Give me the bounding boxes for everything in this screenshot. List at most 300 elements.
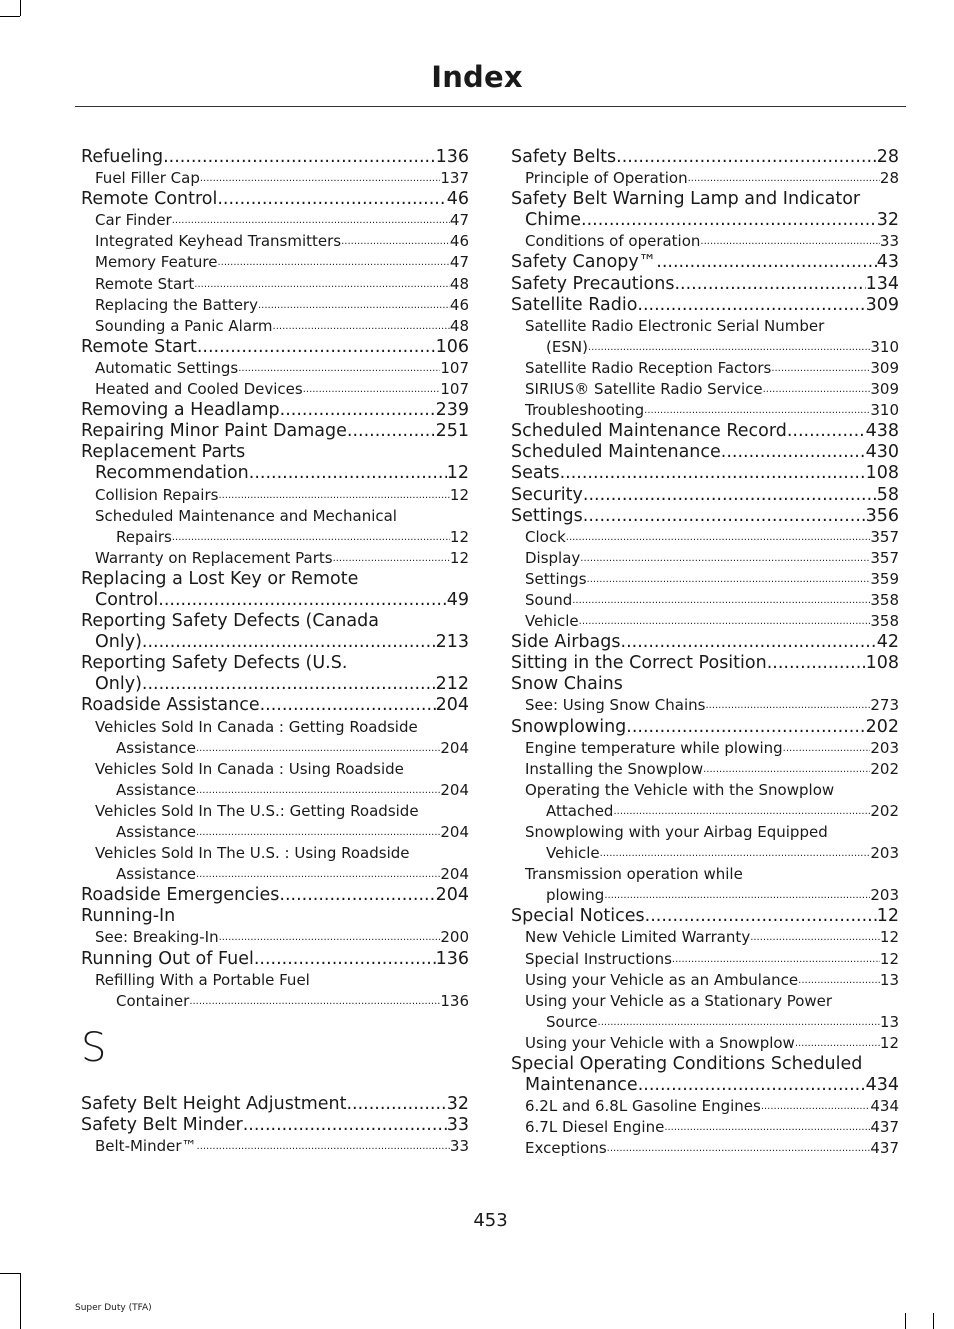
index-entry-heading: Snow Chains: [511, 674, 623, 695]
entry-label: Remote Control: [81, 189, 218, 210]
entry-label: Repairing Minor Paint Damage: [81, 421, 347, 442]
entry-page-number: 357: [870, 527, 899, 546]
index-subentry: [511, 168, 899, 189]
entry-label: Only): [95, 632, 142, 653]
entry-page-number: 12: [876, 906, 899, 927]
dot-leader: [196, 864, 440, 885]
dot-leader: [279, 885, 435, 906]
dot-leader: [588, 337, 870, 358]
entry-label: Scheduled Maintenance Record: [511, 421, 787, 442]
entry-page-number: 33: [446, 1114, 469, 1135]
entry-page-number: 12: [449, 548, 469, 567]
entry-label: Assistance: [116, 823, 196, 841]
dot-leader: [189, 991, 440, 1012]
entry-page-number: 309: [865, 294, 899, 315]
entry-label: Collision Repairs: [95, 485, 219, 504]
dot-leader: [196, 822, 440, 843]
index-subentry-heading: Satellite Radio Electronic Serial Number: [525, 316, 825, 335]
dot-leader: [638, 1075, 866, 1096]
entry-page-number: 213: [435, 632, 469, 653]
index-entry: [511, 210, 899, 231]
index-subentry: [511, 1012, 899, 1033]
index-subentry-heading: Vehicles Sold In The U.S.: Getting Roadside: [95, 801, 419, 820]
index-entry: [81, 337, 469, 358]
index-subentry: [81, 295, 469, 316]
index-entry: [511, 252, 899, 273]
index-entry: [511, 274, 899, 295]
entry-page-number: 430: [865, 442, 899, 463]
index-subentry-heading: Scheduled Maintenance and Mechanical: [95, 506, 397, 525]
index-subentry: [511, 1096, 899, 1117]
dot-leader: [613, 801, 870, 822]
entry-label: Safety Belts: [511, 147, 617, 167]
dot-leader: [217, 189, 446, 210]
index-subentry: [511, 1033, 899, 1054]
dot-leader: [705, 695, 870, 716]
entry-label: Heated and Cooled Devices: [95, 380, 303, 399]
dot-leader: [142, 632, 436, 653]
entry-page-number: 202: [870, 759, 899, 778]
entry-label: Side Airbags: [511, 632, 621, 653]
entry-label: Using your Vehicle with a Snowplow: [525, 1033, 795, 1052]
entry-label: Safety Canopy™: [511, 252, 657, 273]
index-subentry: [81, 864, 469, 885]
dot-leader: [258, 295, 450, 316]
index-subentry: [511, 738, 899, 759]
index-entry: [81, 1115, 469, 1136]
dot-leader: [219, 927, 441, 948]
dot-leader: [196, 738, 440, 759]
entry-page-number: 13: [879, 970, 899, 989]
index-subentry-heading: Operating the Vehicle with the Snowplow: [525, 780, 835, 799]
index-entry-heading: Replacing a Lost Key or Remote: [81, 568, 359, 589]
entry-page-number: 357: [870, 548, 899, 567]
dot-leader: [249, 463, 447, 484]
entry-label: Settings: [511, 505, 583, 526]
entry-label: Container: [116, 991, 190, 1010]
footer-model: Super Duty (TFA): [75, 1303, 152, 1313]
dot-leader: [795, 1033, 880, 1054]
entry-label: Assistance: [116, 865, 196, 884]
dot-leader: [572, 590, 870, 611]
index-subentry: [81, 231, 469, 252]
dot-leader: [580, 548, 870, 569]
dot-leader: [273, 316, 450, 337]
dot-leader: [672, 949, 880, 970]
dot-leader: [798, 970, 880, 991]
entry-page-number: 13: [879, 1012, 899, 1031]
entry-label: Safety Belt Height Adjustment: [81, 1093, 347, 1114]
entry-label: Exceptions: [525, 1139, 607, 1158]
dot-leader: [664, 1117, 870, 1138]
dot-leader: [341, 231, 450, 252]
index-subentry: [511, 759, 899, 780]
entry-page-number: 200: [440, 928, 469, 947]
entry-page-number: 43: [876, 252, 899, 273]
index-subentry-heading: Vehicles Sold In Canada : Using Roadside: [95, 759, 404, 778]
dot-leader: [637, 295, 865, 316]
dot-leader: [243, 1115, 447, 1136]
entry-label: Sounding a Panic Alarm: [95, 316, 273, 335]
entry-page-number: 438: [865, 421, 899, 442]
entry-page-number: 137: [440, 169, 469, 188]
entry-label: Sound: [525, 590, 573, 609]
entry-page-number: 12: [879, 928, 899, 947]
index-subentry: [511, 337, 899, 358]
entry-label: 6.2L and 6.8L Gasoline Engines: [525, 1097, 761, 1116]
index-entry: [511, 463, 899, 484]
index-entry: [511, 906, 899, 927]
entry-page-number: 204: [440, 823, 469, 841]
entry-page-number: 309: [870, 358, 899, 377]
dot-leader: [303, 379, 441, 400]
index-subentry: [511, 358, 899, 379]
dot-leader: [787, 421, 866, 442]
dot-leader: [200, 168, 440, 189]
dot-leader: [771, 358, 870, 379]
title-divider: [75, 106, 906, 107]
index-entry: [81, 400, 469, 421]
index-subentry-heading: Vehicles Sold In Canada : Getting Roadside: [95, 717, 418, 736]
index-entry: [511, 442, 899, 463]
index-entry: [511, 485, 899, 506]
index-entry-heading: Safety Belt Warning Lamp and Indicator: [511, 189, 861, 210]
dot-leader: [260, 695, 436, 716]
entry-page-number: 46: [446, 189, 469, 210]
entry-label: Removing a Headlamp: [81, 400, 280, 421]
index-subentry-heading: Transmission operation while: [525, 865, 743, 884]
entry-page-number: 47: [449, 211, 469, 230]
entry-label: Replacing the Battery: [95, 295, 258, 314]
dot-leader: [280, 400, 436, 421]
entry-page-number: 202: [870, 801, 899, 820]
index-subentry: [511, 400, 899, 421]
index-entry: [81, 421, 469, 442]
entry-label: Control: [95, 589, 159, 610]
entry-label: Settings: [525, 569, 587, 588]
dot-leader: [560, 463, 866, 484]
dot-leader: [750, 927, 880, 948]
index-subentry: [511, 843, 899, 864]
index-subentry: [511, 548, 899, 569]
crop-mark: [0, 1273, 20, 1274]
entry-label: Maintenance: [525, 1075, 638, 1096]
entry-page-number: 107: [440, 358, 469, 377]
entry-label: See: Using Snow Chains: [525, 696, 706, 715]
entry-label: Integrated Keyhead Transmitters: [95, 232, 342, 251]
entry-page-number: 48: [449, 316, 469, 335]
dot-leader: [626, 717, 865, 738]
entry-page-number: 33: [879, 232, 899, 251]
entry-label: Special Instructions: [525, 949, 672, 968]
index-subentry: [81, 485, 469, 506]
dot-leader: [218, 485, 449, 506]
entry-label: Roadside Emergencies: [81, 885, 280, 906]
index-subentry: [81, 927, 469, 948]
entry-page-number: 28: [876, 147, 899, 167]
dot-leader: [163, 147, 436, 168]
entry-page-number: 136: [435, 147, 469, 167]
dot-leader: [254, 949, 436, 970]
index-entry-heading: Special Operating Conditions Scheduled: [511, 1054, 863, 1075]
entry-label: Remote Start: [95, 274, 195, 293]
index-subentry: [81, 168, 469, 189]
dot-leader: [217, 252, 449, 273]
entry-label: Remote Start: [81, 336, 197, 357]
entry-page-number: 12: [449, 527, 469, 546]
dot-leader: [172, 210, 450, 231]
entry-page-number: 203: [870, 738, 899, 757]
entry-label: Principle of Operation: [525, 169, 688, 188]
dot-leader: [688, 168, 880, 189]
entry-label: Clock: [525, 527, 566, 546]
index-column-left: [81, 147, 469, 1157]
index-entry: [81, 590, 469, 611]
dot-leader: [566, 527, 871, 548]
index-entry: [511, 1075, 899, 1096]
entry-page-number: 437: [870, 1139, 899, 1158]
index-entry: [81, 189, 469, 210]
entry-page-number: 203: [870, 886, 899, 905]
dot-leader: [197, 337, 436, 358]
entry-label: Vehicle: [546, 844, 600, 863]
entry-label: Vehicle: [525, 612, 579, 631]
entry-page-number: 204: [435, 885, 469, 906]
index-entry: [81, 632, 469, 653]
entry-page-number: 204: [440, 780, 469, 799]
index-subentry: [81, 274, 469, 295]
entry-page-number: 12: [879, 1033, 899, 1052]
entry-page-number: 28: [879, 169, 899, 188]
dot-leader: [238, 358, 440, 379]
dot-leader: [703, 759, 870, 780]
entry-label: Conditions of operation: [525, 232, 701, 251]
entry-label: Installing the Snowplow: [525, 759, 704, 778]
dot-leader: [616, 147, 877, 168]
dot-leader: [196, 780, 440, 801]
entry-label: SIRIUS® Satellite Radio Service: [525, 380, 763, 399]
entry-label: Seats: [511, 463, 560, 484]
index-entry: [511, 632, 899, 653]
index-entry: [81, 1094, 469, 1115]
index-entry: [511, 295, 899, 316]
dot-leader: [581, 210, 877, 231]
entry-page-number: 12: [879, 949, 899, 968]
entry-label: Troubleshooting: [525, 401, 645, 420]
entry-label: Display: [525, 548, 581, 567]
crop-mark: [20, 1273, 21, 1329]
entry-page-number: 434: [865, 1075, 899, 1096]
entry-page-number: 310: [870, 401, 899, 420]
section-letter: S: [81, 1024, 107, 1071]
entry-page-number: 107: [440, 380, 469, 399]
index-subentry: [511, 801, 899, 822]
entry-label: plowing: [546, 886, 605, 905]
entry-page-number: 203: [870, 844, 899, 863]
index-entry: [81, 695, 469, 716]
entry-label: Satellite Radio: [511, 294, 638, 315]
entry-label: Warranty on Replacement Parts: [95, 548, 333, 567]
index-subentry: [511, 590, 899, 611]
index-entry: [511, 653, 899, 674]
entry-label: Special Notices: [511, 906, 645, 927]
entry-label: Belt-Minder™: [95, 1137, 197, 1156]
entry-page-number: 359: [870, 569, 899, 588]
entry-page-number: 251: [435, 421, 469, 442]
index-subentry: [511, 611, 899, 632]
entry-page-number: 12: [449, 485, 469, 504]
dot-leader: [598, 1012, 880, 1033]
entry-page-number: 47: [449, 253, 469, 272]
entry-page-number: 32: [446, 1093, 469, 1114]
entry-label: Engine temperature while plowing: [525, 738, 783, 757]
entry-page-number: 58: [876, 484, 899, 505]
entry-label: Security: [511, 484, 583, 505]
entry-label: Safety Belt Minder: [81, 1114, 243, 1135]
entry-page-number: 356: [865, 505, 899, 526]
index-entry: [81, 674, 469, 695]
dot-leader: [604, 885, 870, 906]
dot-leader: [721, 442, 866, 463]
entry-label: Repairs: [116, 527, 172, 546]
dot-leader: [346, 1094, 446, 1115]
index-subentry: [511, 970, 899, 991]
crop-mark: [905, 1313, 906, 1329]
dot-leader: [645, 906, 877, 927]
entry-page-number: 136: [435, 948, 469, 969]
entry-label: Only): [95, 674, 142, 695]
dot-leader: [194, 274, 450, 295]
entry-page-number: 204: [440, 738, 469, 757]
dot-leader: [158, 590, 446, 611]
entry-label: Running Out of Fuel: [81, 948, 254, 969]
entry-label: Fuel Filler Cap: [95, 169, 200, 188]
entry-label: (ESN): [546, 337, 588, 356]
dot-leader: [783, 738, 871, 759]
crop-mark: [20, 0, 21, 16]
index-subentry: [81, 1136, 469, 1157]
entry-label: Sitting in the Correct Position: [511, 653, 767, 674]
index-subentry: [511, 1117, 899, 1138]
entry-page-number: 204: [435, 695, 469, 716]
index-subentry: [81, 738, 469, 759]
dot-leader: [579, 611, 871, 632]
index-subentry: [511, 527, 899, 548]
entry-label: Assistance: [116, 738, 196, 757]
index-column-right: [511, 147, 899, 1160]
entry-page-number: 49: [446, 589, 469, 610]
index-subentry: [511, 949, 899, 970]
index-subentry: [81, 527, 469, 548]
entry-page-number: 48: [449, 274, 469, 293]
index-entry: [511, 421, 899, 442]
index-entry-heading: Reporting Safety Defects (U.S.: [81, 653, 348, 674]
dot-leader: [587, 569, 871, 590]
crop-mark: [0, 16, 20, 17]
index-subentry-heading: Using your Vehicle as a Stationary Power: [525, 991, 833, 1010]
index-entry: [81, 885, 469, 906]
entry-page-number: 136: [440, 991, 469, 1010]
entry-page-number: 310: [870, 337, 899, 356]
page-number: 453: [473, 1210, 508, 1231]
index-entry: [511, 506, 899, 527]
entry-page-number: 434: [870, 1097, 899, 1116]
index-subentry: [81, 316, 469, 337]
page-title: Index: [431, 60, 523, 94]
dot-leader: [656, 252, 876, 273]
index-subentry: [81, 252, 469, 273]
dot-leader: [674, 274, 865, 295]
index-subentry: [81, 780, 469, 801]
entry-page-number: 33: [449, 1137, 469, 1156]
index-subentry: [511, 885, 899, 906]
entry-label: Attached: [546, 801, 614, 820]
index-subentry: [511, 927, 899, 948]
dot-leader: [333, 548, 450, 569]
entry-page-number: 46: [449, 295, 469, 314]
index-entry: [81, 463, 469, 484]
entry-page-number: 212: [435, 674, 469, 695]
index-entry-heading: Reporting Safety Defects (Canada: [81, 611, 379, 632]
entry-label: Satellite Radio Reception Factors: [525, 358, 772, 377]
entry-page-number: 273: [870, 696, 899, 715]
dot-leader: [347, 421, 436, 442]
entry-page-number: 108: [865, 653, 899, 674]
entry-page-number: 239: [435, 400, 469, 421]
index-subentry: [81, 548, 469, 569]
index-subentry: [511, 569, 899, 590]
index-subentry: [511, 379, 899, 400]
entry-label: Car Finder: [95, 211, 172, 230]
entry-label: Assistance: [116, 780, 196, 799]
entry-label: Automatic Settings: [95, 358, 239, 377]
index-subentry-heading: Vehicles Sold In The U.S. : Using Roadside: [95, 844, 410, 863]
entry-label: Safety Precautions: [511, 273, 675, 294]
entry-label: Using your Vehicle as an Ambulance: [525, 970, 799, 989]
index-subentry: [81, 822, 469, 843]
entry-page-number: 309: [870, 380, 899, 399]
entry-page-number: 42: [876, 632, 899, 653]
entry-page-number: 358: [870, 612, 899, 631]
dot-leader: [607, 1138, 871, 1159]
index-subentry-heading: Snowplowing with your Airbag Equipped: [525, 823, 828, 841]
index-entry: [511, 717, 899, 738]
index-entry: [511, 147, 899, 168]
index-subentry: [511, 1138, 899, 1159]
entry-page-number: 358: [870, 590, 899, 609]
entry-label: Roadside Assistance: [81, 695, 260, 716]
entry-label: New Vehicle Limited Warranty: [525, 928, 751, 947]
index-subentry: [81, 379, 469, 400]
entry-page-number: 204: [440, 865, 469, 884]
entry-label: Memory Feature: [95, 253, 218, 272]
dot-leader: [761, 1096, 871, 1117]
index-subentry: [81, 210, 469, 231]
dot-leader: [583, 485, 877, 506]
index-entry: [81, 949, 469, 970]
dot-leader: [621, 632, 877, 653]
entry-label: 6.7L Diesel Engine: [525, 1118, 665, 1137]
entry-page-number: 437: [870, 1118, 899, 1137]
entry-page-number: 106: [435, 336, 469, 357]
entry-page-number: 134: [865, 273, 899, 294]
entry-label: Source: [546, 1012, 598, 1031]
index-subentry: [81, 358, 469, 379]
entry-page-number: 12: [446, 463, 469, 484]
entry-label: Refueling: [81, 147, 164, 167]
entry-label: Snowplowing: [511, 716, 627, 737]
dot-leader: [700, 231, 879, 252]
